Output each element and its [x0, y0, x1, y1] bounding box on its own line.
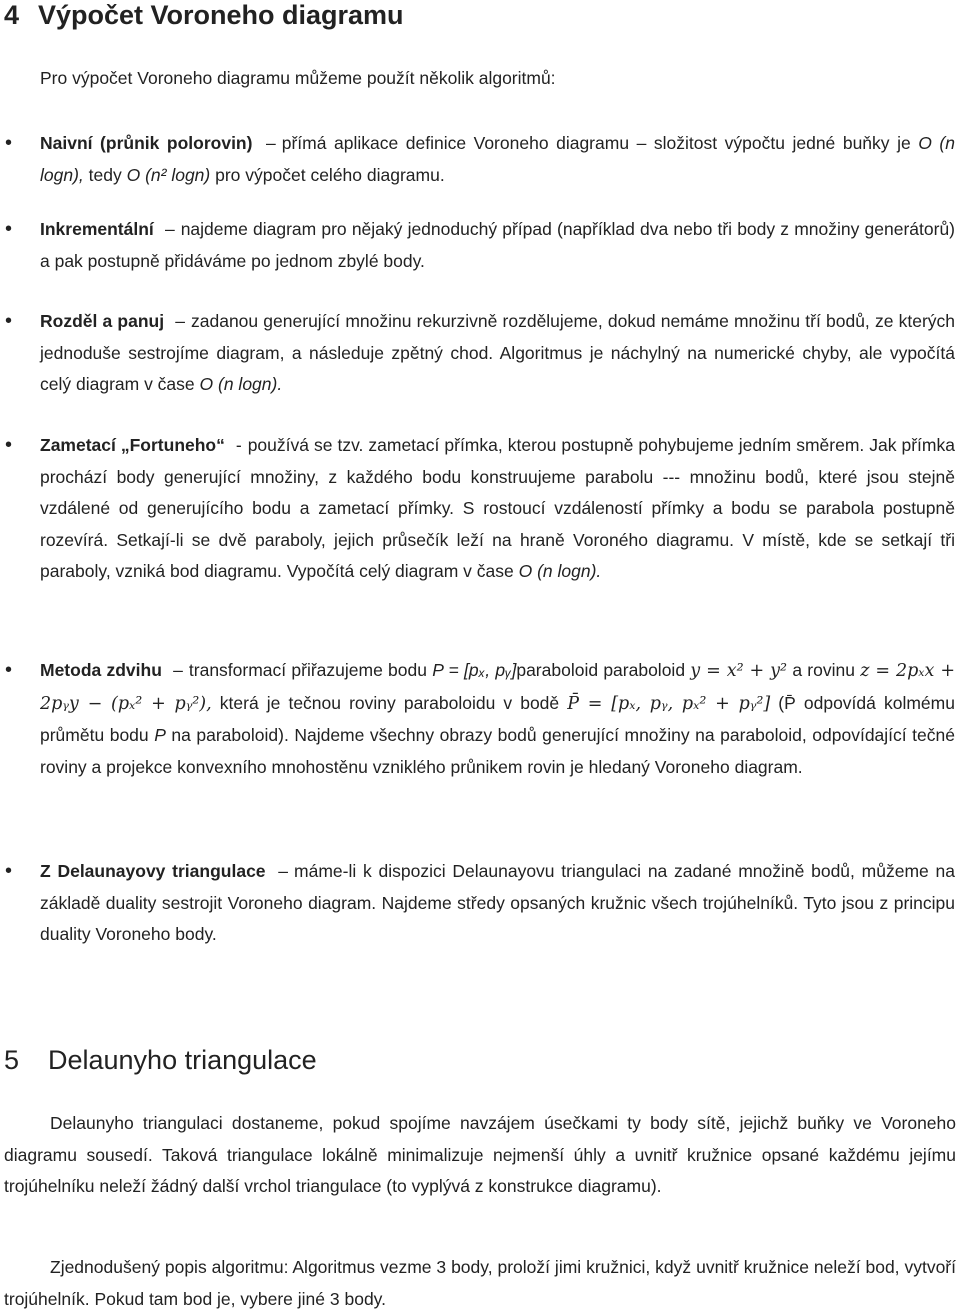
- point-name: P: [154, 725, 166, 745]
- item-text: na paraboloid). Najdeme všechny obrazy bodů generující množiny na paraboloid, odpovídající tečné roviny a projekce konvexního mnohostěnu vzniklého průnikem rovin je hledaný Voroneho diagram.: [40, 725, 955, 777]
- plane-equation: z = 2pₓx + 2pᵧy − (pₓ² + pᵧ²),: [40, 661, 955, 714]
- item-lead: Metoda zdvihu: [40, 660, 162, 680]
- intro-paragraph: Pro výpočet Voroneho diagramu můžeme použít několik algoritmů:: [40, 68, 556, 88]
- list-item: [5, 214, 956, 277]
- item-text: používá se tzv. zametací přímka, kterou postupně pohybujeme jedním směrem. Jak přímka prochází body generující množiny, z každého bodu konstruujeme parabolu --- množinu bodů, které jsou stejně vzdálené od generujícího bodu a zametací přímky. S rostoucí vzdáleností přímky a bodu se parabola postupně rozevírá. Setkají-li se dvě paraboly, jejich průsečík leží na hraně Voroného diagramu. V místě, kde se setkají tři paraboly, vzniká bod diagramu. Vypočítá celý diagram v čase: [40, 435, 955, 581]
- item-lead: Rozděl a panuj: [40, 311, 165, 331]
- complexity: O (n logn),: [40, 133, 955, 185]
- section-title: Delaunyho triangulace: [48, 1045, 317, 1075]
- item-lead: Inkrementální: [40, 219, 154, 239]
- item-text: pro výpočet celého diagramu.: [215, 164, 445, 185]
- bullet: •: [5, 310, 13, 332]
- item-lead: Naivní (průnik polorovin): [40, 133, 253, 153]
- item-dash: -: [235, 435, 242, 455]
- bullet: •: [5, 659, 13, 681]
- lifted-point-equation: P̄ = [pₓ, pᵧ, pₓ² + pᵧ²]: [567, 693, 771, 714]
- item-lead: Z Delaunayovy triangulace: [40, 861, 266, 881]
- item-lead: Zametací „Fortuneho“: [40, 435, 225, 455]
- list-item: [5, 128, 955, 191]
- item-text: tedy: [88, 164, 122, 185]
- bullet: •: [5, 132, 13, 154]
- list-item: [5, 306, 956, 401]
- item-dash: –: [266, 133, 276, 153]
- list-item: [5, 856, 955, 951]
- section-title: Výpočet Voroneho diagramu: [38, 0, 404, 30]
- bullet: •: [5, 218, 13, 240]
- item-text: přímá aplikace definice Voroneho diagramu – složitost výpočtu jedné buňky je: [281, 133, 911, 153]
- complexity: O (n logn).: [199, 374, 283, 394]
- bullet: •: [5, 434, 13, 456]
- section-heading: [4, 1044, 317, 1076]
- item-dash: –: [278, 861, 289, 881]
- item-text: která je tečnou roviny paraboloidu v bodě: [219, 692, 560, 713]
- section-heading: [4, 0, 404, 30]
- section-number: 5: [4, 1045, 20, 1075]
- item-text: transformací přiřazujeme bodu: [188, 660, 427, 680]
- body-paragraph: Delaunyho triangulaci dostaneme, pokud spojíme navzájem úsečkami ty body sítě, jejichž buňky ve Voroneho diagramu sousedí. Taková triangulace lokálně minimalizuje nejmenší úhly a uvnitř kružnice opsané každému jejímu trojúhelníku neleží žádný další vrchol triangulace (to vyplývá z konstrukce diagramu).: [4, 1113, 956, 1196]
- item-text: máme-li k dispozici Delaunayovu triangulaci na zadané množině bodů, můžeme na základě duality sestrojit Voroneho diagram. Najdeme středy opsaných kružnic všech trojúhelníků. Tyto jsou z principu duality Voroneho body.: [40, 861, 955, 944]
- item-text: zadanou generující množinu rekurzivně rozdělujeme, dokud nemáme množinu tří bodů, ze kterých jednoduše sestrojíme diagram, a následuje zpětný chod. Algoritmus je náchylný na numerické chyby, ale vypočítá celý diagram v čase: [40, 311, 956, 394]
- item-dash: –: [164, 219, 175, 239]
- item-dash: –: [173, 660, 183, 680]
- item-dash: –: [175, 311, 185, 331]
- complexity: O (n² logn): [126, 164, 211, 185]
- item-text: najdeme diagram pro nějaký jednoduchý případ (například dva nebo tři body z množiny generátorů) a pak postupně přidáváme po jednom zbylé body.: [40, 219, 956, 271]
- list-item: [5, 655, 955, 783]
- section-number: 4: [4, 0, 20, 30]
- bullet: •: [5, 860, 13, 882]
- body-paragraph: Zjednodušený popis algoritmu: Algoritmus vezme 3 body, proloží jimi kružnici, když uvnitř kružnice neleží bod, vytvoří trojúhelník. Pokud tam bod je, vybere jiné 3 body.: [4, 1257, 956, 1309]
- paraboloid-equation: y = x² + y²: [690, 661, 788, 681]
- point-expression: P = [pₓ, pᵧ]: [432, 660, 517, 680]
- item-text: (P̄ odpovídá kolmému průmětu bodu: [40, 692, 955, 745]
- item-text: paraboloid paraboloid: [516, 660, 686, 680]
- list-item: [5, 430, 955, 588]
- item-text: a rovinu: [792, 660, 855, 680]
- complexity: O (n logn).: [518, 561, 602, 581]
